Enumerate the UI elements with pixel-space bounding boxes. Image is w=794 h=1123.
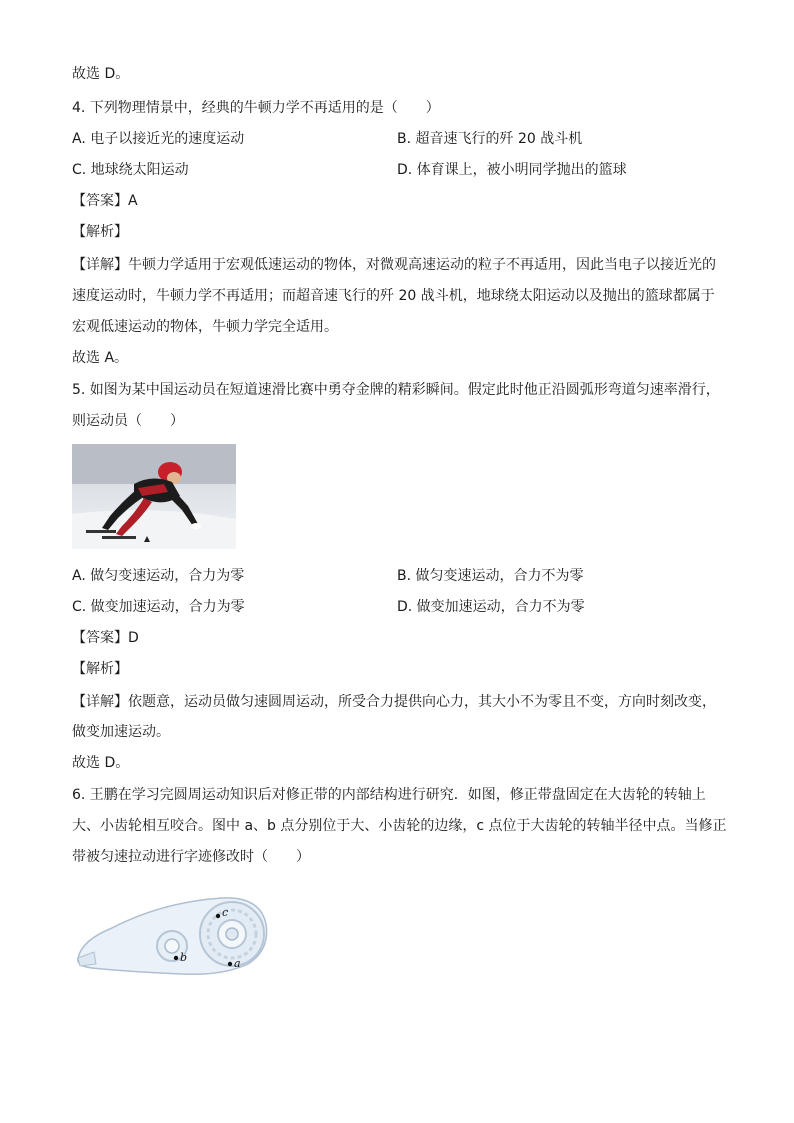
speed-skater-illustration [72,444,236,549]
point-a-label: a [234,957,241,970]
q4-option-d: D. 体育课上，被小明同学抛出的篮球 [397,162,627,178]
speed-skater-photo [72,444,236,549]
q5-option-a: A. 做匀变速运动，合力为零 [72,568,245,584]
point-a-marker [228,962,232,966]
question-6-stem-line-1: 6. 王鹏在学习完圆周运动知识后对修正带的内部结构进行研究．如图，修正带盘固定在大齿轮的转轴上 [72,787,706,803]
q5-detail-line-1: 【详解】依题意，运动员做匀速圆周运动，所受合力提供向心力，其大小不为零且不变，方向时刻改变， [72,694,716,710]
q4-option-b: B. 超音速飞行的歼 20 战斗机 [397,131,583,147]
question-6-stem-line-3: 带被匀速拉动进行字迹修改时（ ） [72,849,310,865]
q5-analysis-heading: 【解析】 [72,661,128,677]
question-6-stem-line-2: 大、小齿轮相互咬合。图中 a、b 点分别位于大、小齿轮的边缘，c 点位于大齿轮的转轴半径中点。当修正 [72,818,727,834]
point-b-label: b [180,951,188,964]
correction-tape-figure [72,880,272,980]
q4-option-a: A. 电子以接近光的速度运动 [72,131,245,147]
prev-answer-select: 故选 D。 [72,66,130,82]
q5-option-c: C. 做变加速运动，合力为零 [72,599,245,615]
point-b-marker [174,956,178,960]
q4-detail-line-3: 宏观低速运动的物体，牛顿力学完全适用。 [72,319,338,335]
question-5-stem-line-1: 5. 如图为某中国运动员在短道速滑比赛中勇夺金牌的精彩瞬间。假定此时他正沿圆弧形弯道匀速率滑行， [72,382,720,398]
point-c-label: c [222,906,229,919]
q5-detail-line-2: 做变加速运动。 [72,724,170,740]
q4-answer: 【答案】A [72,193,138,209]
question-5-stem-line-2: 则运动员（ ） [72,413,184,429]
q5-answer: 【答案】D [72,630,139,646]
q4-option-c: C. 地球绕太阳运动 [72,162,189,178]
q5-option-b: B. 做匀变速运动，合力不为零 [397,568,584,584]
q4-select: 故选 A。 [72,350,129,366]
q5-select: 故选 D。 [72,755,130,771]
q4-analysis-heading: 【解析】 [72,224,128,240]
point-c-marker [216,914,220,918]
question-4-stem: 4. 下列物理情景中，经典的牛顿力学不再适用的是（ ） [72,100,440,116]
q5-option-d: D. 做变加速运动，合力不为零 [397,599,585,615]
q4-detail-line-1: 【详解】牛顿力学适用于宏观低速运动的物体，对微观高速运动的粒子不再适用，因此当电子以接近光的 [72,257,716,273]
q4-detail-line-2: 速度运动时，牛顿力学不再适用；而超音速飞行的歼 20 战斗机，地球绕太阳运动以及抛出的篮球都属于 [72,288,715,304]
correction-tape-illustration [72,880,272,980]
